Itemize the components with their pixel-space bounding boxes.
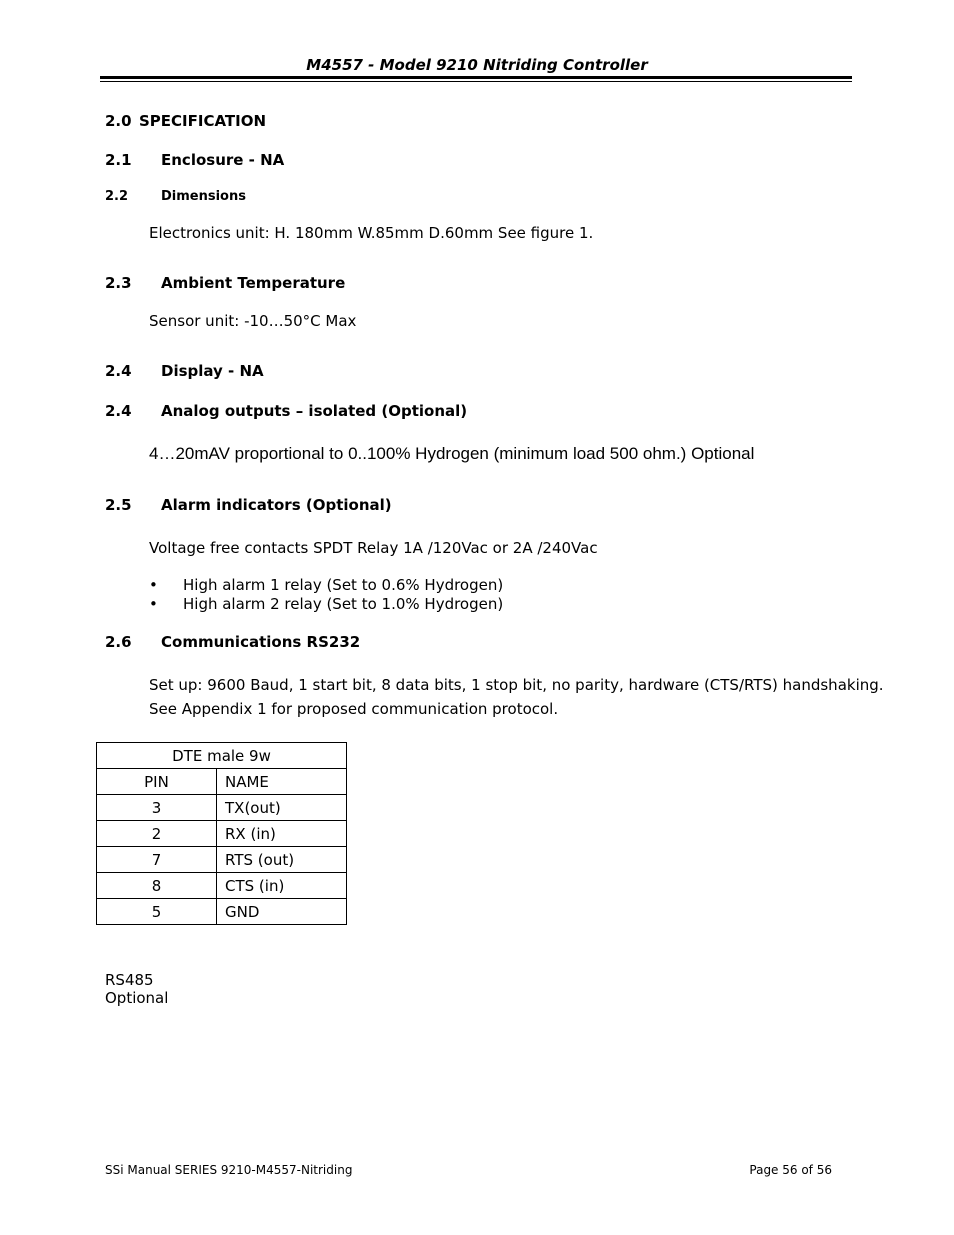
section-2-2-title: Dimensions <box>161 189 246 204</box>
table-caption-row <box>97 743 347 769</box>
footer-page-number: Page 56 of 56 <box>749 1163 832 1177</box>
alarm-text: Voltage free contacts SPDT Relay 1A /120Vac or 2A /240Vac <box>149 539 598 557</box>
header-rule-thick <box>100 76 852 79</box>
name-cell: TX(out) <box>217 795 347 821</box>
section-2-6-title: Communications RS232 <box>161 633 361 651</box>
pin-cell: 5 <box>97 899 217 925</box>
page-header-title: M4557 - Model 9210 Nitriding Controller <box>306 56 648 74</box>
dte-pin-table <box>96 742 347 925</box>
name-cell: CTS (in) <box>217 873 347 899</box>
section-2-6-number: 2.6 <box>105 633 132 651</box>
dimensions-text: Electronics unit: H. 180mm W.85mm D.60mm See figure 1. <box>149 224 594 242</box>
table-row <box>97 847 347 873</box>
section-analog-title: Analog outputs – isolated (Optional) <box>161 402 468 420</box>
section-2-1-number: 2.1 <box>105 151 132 169</box>
section-2-5-number: 2.5 <box>105 496 132 514</box>
section-2-1-title: Enclosure - NA <box>161 151 285 169</box>
bullet-marker: • <box>149 576 158 594</box>
pin-cell: 8 <box>97 873 217 899</box>
header-rule-thin <box>100 81 852 82</box>
comms-appendix-text: See Appendix 1 for proposed communication protocol. <box>149 700 559 718</box>
table-header-row <box>97 769 347 795</box>
pin-cell: 7 <box>97 847 217 873</box>
table-row <box>97 873 347 899</box>
table-caption: DTE male 9w <box>97 743 347 769</box>
table-row <box>97 899 347 925</box>
section-2-5-title: Alarm indicators (Optional) <box>161 496 392 514</box>
section-2-4-title: Display - NA <box>161 362 264 380</box>
alarm-bullet-1: High alarm 1 relay (Set to 0.6% Hydrogen) <box>183 576 504 594</box>
alarm-bullet-2: High alarm 2 relay (Set to 1.0% Hydrogen) <box>183 595 504 613</box>
section-2-0-title: SPECIFICATION <box>139 112 267 130</box>
rs485-optional: Optional <box>105 989 169 1007</box>
section-2-2-number: 2.2 <box>105 189 129 204</box>
table-row <box>97 795 347 821</box>
section-2-4-number: 2.4 <box>105 362 132 380</box>
column-header-name: NAME <box>217 769 347 795</box>
name-cell: RX (in) <box>217 821 347 847</box>
comms-setup-text: Set up: 9600 Baud, 1 start bit, 8 data bits, 1 stop bit, no parity, hardware (CTS/RTS) handshaking. <box>149 676 884 694</box>
rs485-label: RS485 <box>105 971 154 989</box>
section-2-3-title: Ambient Temperature <box>161 274 346 292</box>
name-cell: GND <box>217 899 347 925</box>
pin-cell: 2 <box>97 821 217 847</box>
ambient-text: Sensor unit: -10…50°C Max <box>149 312 357 330</box>
section-analog-number: 2.4 <box>105 402 132 420</box>
footer-manual-name: SSi Manual SERIES 9210-M4557-Nitriding <box>105 1163 353 1177</box>
name-cell: RTS (out) <box>217 847 347 873</box>
pin-cell: 3 <box>97 795 217 821</box>
table-row <box>97 821 347 847</box>
section-2-0-number: 2.0 <box>105 112 132 130</box>
bullet-marker: • <box>149 595 158 613</box>
section-2-3-number: 2.3 <box>105 274 132 292</box>
column-header-pin: PIN <box>97 769 217 795</box>
analog-text: 4…20mAV proportional to 0..100% Hydrogen (minimum load 500 ohm.) Optional <box>149 444 755 463</box>
